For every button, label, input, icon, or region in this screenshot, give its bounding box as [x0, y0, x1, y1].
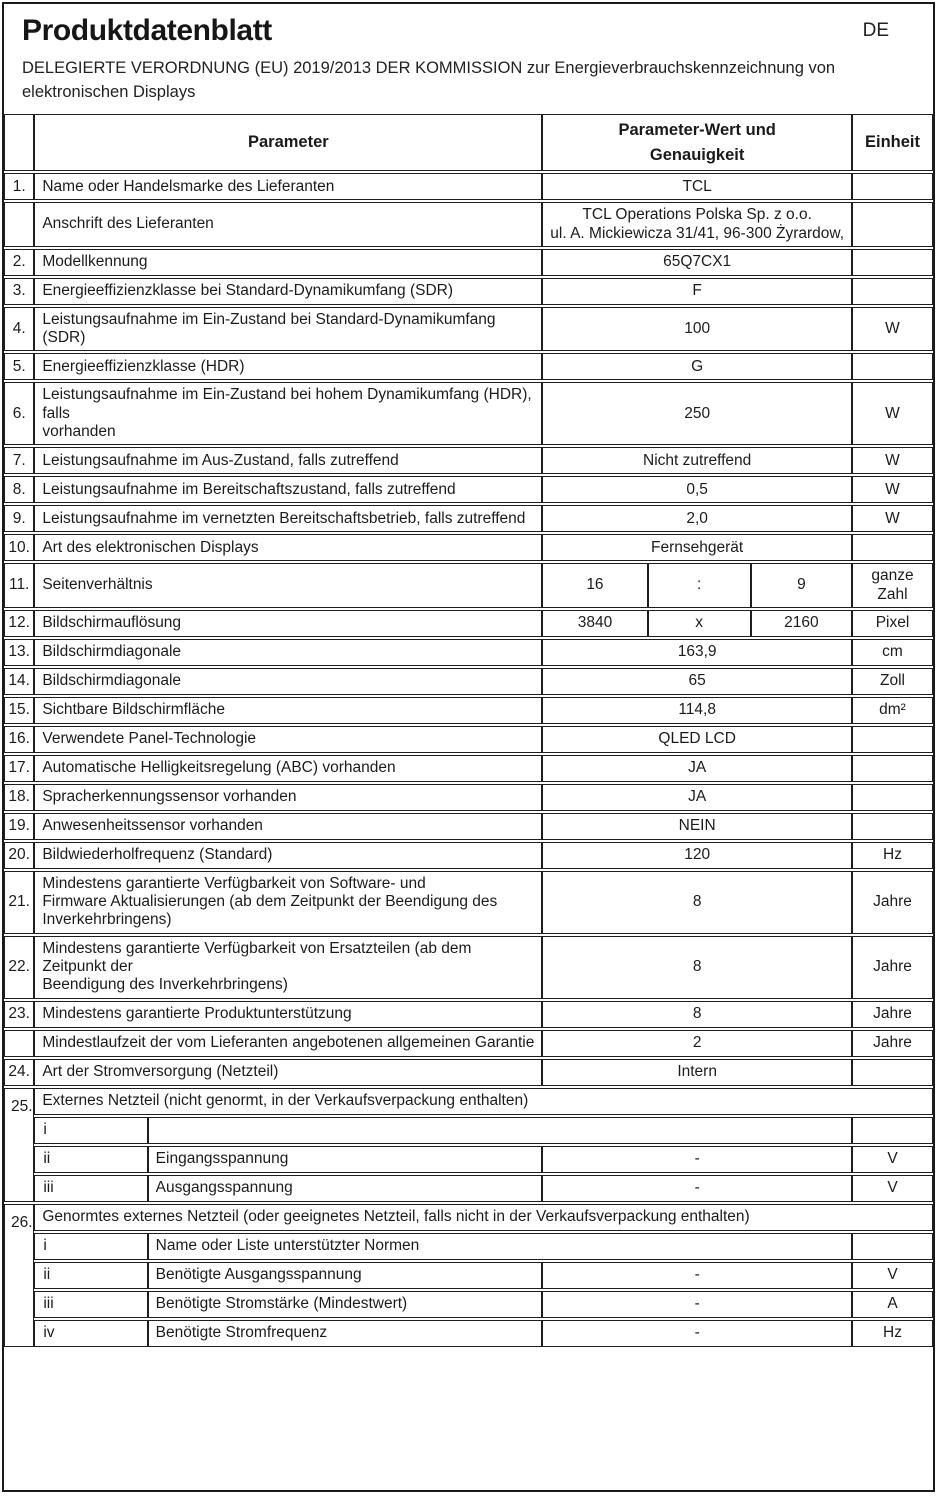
- parameter-cell: [148, 1117, 852, 1144]
- doc-subtitle: DELEGIERTE VERORDNUNG (EU) 2019/2013 DER KOMMISSION zur Energieverbrauchskennzeichnung von elektronischen Displays: [22, 59, 836, 101]
- unit-cell: Jahre: [852, 936, 933, 999]
- unit-cell: Zoll: [852, 668, 933, 695]
- table-row: [4, 871, 933, 934]
- sub-label: iv: [34, 1320, 147, 1347]
- parameter-cell: Name oder Handelsmarke des Lieferanten: [34, 173, 542, 200]
- parameter-cell: Spracherkennungssensor vorhanden: [34, 784, 542, 811]
- value-cell: Fernsehgerät: [542, 534, 852, 561]
- table-row: [4, 173, 933, 200]
- value-sub-cell: 9: [751, 563, 852, 608]
- parameter-cell: Leistungsaufnahme im Bereitschaftszustand, falls zutreffend: [34, 476, 542, 503]
- parameter-cell: Benötigte Stromfrequenz: [148, 1320, 543, 1347]
- table-row: [4, 610, 933, 637]
- value-cell: 8: [542, 871, 852, 934]
- value-cell: NEIN: [542, 813, 852, 840]
- unit-column-header: [852, 114, 933, 172]
- parameter-cell: Seitenverhältnis: [34, 563, 542, 608]
- row-number: [4, 202, 34, 247]
- parameter-cell: Energieeffizienzklasse bei Standard-Dynamikumfang (SDR): [34, 278, 542, 305]
- parameter-cell: Anschrift des Lieferanten: [34, 202, 542, 247]
- group-title-cell: Externes Netzteil (nicht genormt, in der Verkaufsverpackung enthalten): [34, 1088, 933, 1115]
- table-row: [4, 813, 933, 840]
- unit-cell: [852, 1233, 933, 1260]
- table-row: [4, 534, 933, 561]
- table-row: [4, 784, 933, 811]
- sub-label: i: [34, 1117, 147, 1144]
- table-row: [4, 842, 933, 869]
- value-cell: 163,9: [542, 639, 852, 666]
- sub-label: ii: [34, 1262, 147, 1289]
- unit-cell: [852, 249, 933, 276]
- group-sub-row: [4, 1233, 933, 1260]
- row-number: 3.: [4, 278, 34, 305]
- value-cell: F: [542, 278, 852, 305]
- parameter-cell: Automatische Helligkeitsregelung (ABC) vorhanden: [34, 755, 542, 782]
- unit-cell: ganze Zahl: [852, 563, 933, 608]
- unit-cell: W: [852, 505, 933, 532]
- parameter-cell: Benötigte Ausgangsspannung: [148, 1262, 543, 1289]
- parameter-cell: Leistungsaufnahme im Ein-Zustand bei Standard-Dynamikumfang (SDR): [34, 307, 542, 352]
- unit-cell: W: [852, 307, 933, 352]
- parameter-cell: Bildschirmauflösung: [34, 610, 542, 637]
- table-row: [4, 755, 933, 782]
- parameter-cell: Anwesenheitssensor vorhanden: [34, 813, 542, 840]
- parameter-cell: Mindestens garantierte Produktunterstützung: [34, 1001, 542, 1028]
- value-cell: 2,0: [542, 505, 852, 532]
- unit-column-label: Einheit: [864, 133, 920, 152]
- row-number: 17.: [4, 755, 34, 782]
- unit-cell: V: [852, 1175, 933, 1202]
- row-number: 21.: [4, 871, 34, 934]
- row-number: 12.: [4, 610, 34, 637]
- value-cell: Intern: [542, 1059, 852, 1086]
- unit-cell: [852, 813, 933, 840]
- row-number: 24.: [4, 1059, 34, 1086]
- table-row: [4, 639, 933, 666]
- group-header-row: [4, 1204, 933, 1231]
- value-cell: TCL Operations Polska Sp. z o.o. ul. A. Mickiewicza 31/41, 96-300 Żyrardow,: [542, 202, 852, 247]
- unit-cell: [852, 202, 933, 247]
- parameter-cell: Leistungsaufnahme im Ein-Zustand bei hohem Dynamikumfang (HDR), falls vorhanden: [34, 382, 542, 445]
- parameter-cell: Leistungsaufnahme im Aus-Zustand, falls zutreffend: [34, 447, 542, 474]
- parameter-cell: Leistungsaufnahme im vernetzten Bereitschaftsbetrieb, falls zutreffend: [34, 505, 542, 532]
- unit-cell: [852, 1117, 933, 1144]
- table-row: [4, 307, 933, 352]
- table-row: [4, 505, 933, 532]
- table-row: [4, 476, 933, 503]
- unit-cell: Pixel: [852, 610, 933, 637]
- table-row: [4, 1030, 933, 1057]
- value-cell: 8: [542, 936, 852, 999]
- unit-cell: Jahre: [852, 871, 933, 934]
- value-cell: 2: [542, 1030, 852, 1057]
- sub-label: iii: [34, 1175, 147, 1202]
- table-row: [4, 278, 933, 305]
- table-row: [4, 1001, 933, 1028]
- unit-cell: [852, 784, 933, 811]
- unit-cell: dm²: [852, 697, 933, 724]
- row-number: 10.: [4, 534, 34, 561]
- unit-cell: V: [852, 1146, 933, 1173]
- value-cell: 65Q7CX1: [542, 249, 852, 276]
- parameter-cell: Bildschirmdiagonale: [34, 639, 542, 666]
- value-cell: JA: [542, 784, 852, 811]
- parameter-cell: Energieeffizienzklasse (HDR): [34, 353, 542, 380]
- table-row: [4, 249, 933, 276]
- row-number: 16.: [4, 726, 34, 753]
- unit-cell: Hz: [852, 842, 933, 869]
- doc-header: [4, 4, 933, 105]
- language-code: DE: [862, 20, 889, 41]
- value-cell: 100: [542, 307, 852, 352]
- unit-cell: Jahre: [852, 1001, 933, 1028]
- row-number: 15.: [4, 697, 34, 724]
- value-cell: 0,5: [542, 476, 852, 503]
- parameter-cell: Art der Stromversorgung (Netzteil): [34, 1059, 542, 1086]
- unit-cell: [852, 1059, 933, 1086]
- group-sub-row: [4, 1262, 933, 1289]
- group-header-row: [4, 1088, 933, 1115]
- parameter-cell: Bildschirmdiagonale: [34, 668, 542, 695]
- value-cell: Nicht zutreffend: [542, 447, 852, 474]
- row-number: 7.: [4, 447, 34, 474]
- row-number: 5.: [4, 353, 34, 380]
- unit-cell: [852, 173, 933, 200]
- row-number: 1.: [4, 173, 34, 200]
- value-cell: -: [542, 1146, 852, 1173]
- value-cell: JA: [542, 755, 852, 782]
- parameter-cell: Mindestlaufzeit der vom Lieferanten angebotenen allgemeinen Garantie: [34, 1030, 542, 1057]
- parameter-column-label: Parameter: [247, 133, 329, 152]
- table-row: [4, 697, 933, 724]
- table-row: [4, 353, 933, 380]
- parameter-cell: Mindestens garantierte Verfügbarkeit von Software- und Firmware Aktualisierungen (ab dem Zeitpunkt der Beendigung des Inverkehrbringens): [34, 871, 542, 934]
- parameter-cell: Modellkennung: [34, 249, 542, 276]
- unit-cell: cm: [852, 639, 933, 666]
- table-row: [4, 447, 933, 474]
- parameter-cell: Benötigte Stromstärke (Mindestwert): [148, 1291, 543, 1318]
- value-cell: 250: [542, 382, 852, 445]
- value-sub-cell: 16: [542, 563, 647, 608]
- datasheet-table: [4, 112, 933, 1349]
- corner-cell: [4, 114, 34, 172]
- parameter-column-header: [34, 114, 542, 172]
- value-cell: -: [542, 1262, 852, 1289]
- value-cell: TCL: [542, 173, 852, 200]
- table-body: [4, 173, 933, 1346]
- table-header-row: [4, 114, 933, 172]
- table-row: [4, 668, 933, 695]
- row-number: [4, 1030, 34, 1057]
- row-number: 8.: [4, 476, 34, 503]
- parameter-cell: Art des elektronischen Displays: [34, 534, 542, 561]
- group-sub-row: [4, 1117, 933, 1144]
- row-number: 13.: [4, 639, 34, 666]
- table-row: [4, 202, 933, 247]
- row-number: 26.: [4, 1204, 34, 1347]
- datasheet-page: [2, 2, 935, 1492]
- unit-cell: W: [852, 382, 933, 445]
- table-row: [4, 1059, 933, 1086]
- row-number: 11.: [4, 563, 34, 608]
- table-row: [4, 726, 933, 753]
- row-number: 6.: [4, 382, 34, 445]
- value-cell: 65: [542, 668, 852, 695]
- unit-cell: V: [852, 1262, 933, 1289]
- unit-cell: [852, 353, 933, 380]
- row-number: 19.: [4, 813, 34, 840]
- value-cell: 120: [542, 842, 852, 869]
- unit-cell: [852, 278, 933, 305]
- row-number: 25.: [4, 1088, 34, 1202]
- parameter-cell: Mindestens garantierte Verfügbarkeit von Ersatzteilen (ab dem Zeitpunkt der Beendigung des Inverkehrbringens): [34, 936, 542, 999]
- parameter-cell: Bildwiederholfrequenz (Standard): [34, 842, 542, 869]
- unit-cell: A: [852, 1291, 933, 1318]
- unit-cell: W: [852, 476, 933, 503]
- parameter-cell: Eingangsspannung: [148, 1146, 543, 1173]
- value-sub-cell: x: [648, 610, 751, 637]
- parameter-cell: Verwendete Panel-Technologie: [34, 726, 542, 753]
- unit-cell: Jahre: [852, 1030, 933, 1057]
- group-sub-row: [4, 1320, 933, 1347]
- row-number: 23.: [4, 1001, 34, 1028]
- sub-label: i: [34, 1233, 147, 1260]
- table-head: [4, 114, 933, 172]
- value-cell: -: [542, 1320, 852, 1347]
- group-sub-row: [4, 1175, 933, 1202]
- value-sub-cell: 2160: [751, 610, 852, 637]
- unit-cell: W: [852, 447, 933, 474]
- unit-cell: [852, 534, 933, 561]
- row-number: 18.: [4, 784, 34, 811]
- row-number: 2.: [4, 249, 34, 276]
- group-sub-row: [4, 1146, 933, 1173]
- parameter-cell: Sichtbare Bildschirmfläche: [34, 697, 542, 724]
- unit-cell: Hz: [852, 1320, 933, 1347]
- value-cell: 114,8: [542, 697, 852, 724]
- value-cell: QLED LCD: [542, 726, 852, 753]
- value-sub-cell: :: [648, 563, 751, 608]
- value-cell: G: [542, 353, 852, 380]
- row-number: 22.: [4, 936, 34, 999]
- row-number: 14.: [4, 668, 34, 695]
- table-row: [4, 382, 933, 445]
- value-cell: -: [542, 1291, 852, 1318]
- sub-label: ii: [34, 1146, 147, 1173]
- value-column-header: [542, 114, 852, 172]
- title-row: [22, 12, 917, 48]
- row-number: 20.: [4, 842, 34, 869]
- table-row: [4, 936, 933, 999]
- table-row: [4, 563, 933, 608]
- value-cell: 8: [542, 1001, 852, 1028]
- row-number: 4.: [4, 307, 34, 352]
- parameter-cell: Name oder Liste unterstützter Normen: [148, 1233, 852, 1260]
- value-sub-cell: 3840: [542, 610, 647, 637]
- unit-cell: [852, 726, 933, 753]
- value-column-label: Parameter-Wert und Genauigkeit: [618, 120, 776, 164]
- group-sub-row: [4, 1291, 933, 1318]
- parameter-cell: Ausgangsspannung: [148, 1175, 543, 1202]
- unit-cell: [852, 755, 933, 782]
- row-number: 9.: [4, 505, 34, 532]
- sub-label: iii: [34, 1291, 147, 1318]
- page-title: Produktdatenblatt: [22, 14, 272, 47]
- group-title-cell: Genormtes externes Netzteil (oder geeignetes Netzteil, falls nicht in der Verkaufsverpackung enthalten): [34, 1204, 933, 1231]
- value-cell: -: [542, 1175, 852, 1202]
